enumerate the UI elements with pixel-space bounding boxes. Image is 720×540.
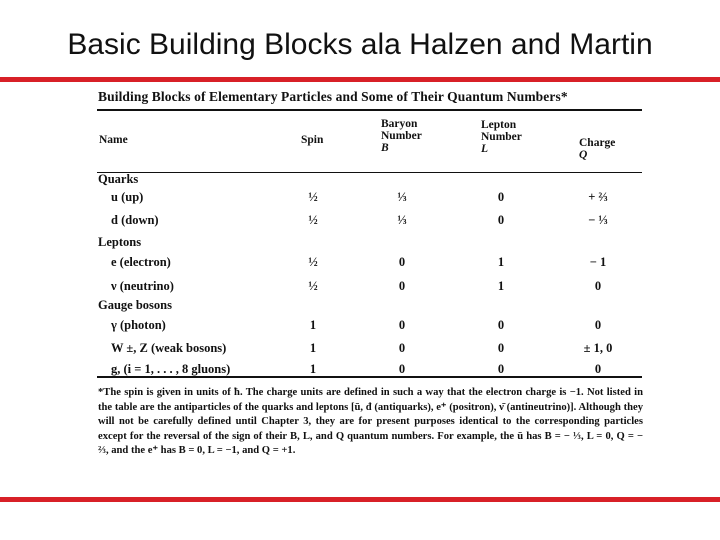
header-baryon-number: Baryon Number B — [381, 118, 422, 154]
particle-name: γ (photon) — [111, 318, 166, 332]
table-row — [89, 341, 649, 359]
particle-name: u (up) — [111, 190, 144, 204]
spin-value: 1 — [309, 341, 317, 355]
baryon-value: 0 — [398, 362, 406, 376]
baryon-value: 0 — [398, 279, 406, 293]
bottom-divider — [0, 497, 720, 502]
lepton-value: 0 — [497, 362, 505, 376]
category-row — [89, 298, 649, 316]
spin-value: 1 — [309, 318, 317, 332]
category-label: Gauge bosons — [98, 298, 172, 312]
charge-value: 0 — [594, 279, 602, 293]
table-row — [89, 190, 649, 208]
top-divider — [0, 77, 720, 82]
spin-value: ½ — [308, 255, 318, 269]
charge-value: − 1 — [589, 255, 607, 269]
table-footnote: *The spin is given in units of ħ. The charge units are defined in such a way that the electron charge is −1. Not listed in the table are the antiparticles of the quarks and leptons [ū, đ (antiquarks), e⁺ (positron), ν̄ (antineutrino)]. Although they will not be carefully defined until Chapter 3, they are for present purposes identical to the corresponding particles except for the reversal of the sign of their B, L, and Q quantum numbers. For example, the ū has B = − ⅓, L = 0, Q = − ⅔, and the e⁺ has B = 0, L = −1, and Q = +1. — [98, 387, 643, 457]
table-row — [89, 279, 649, 297]
lepton-value: 0 — [497, 190, 505, 204]
lepton-value: 0 — [497, 213, 505, 227]
charge-value: 0 — [594, 318, 602, 332]
baryon-value: 0 — [398, 341, 406, 355]
category-row — [89, 172, 649, 190]
charge-value: − ⅓ — [588, 213, 608, 227]
particle-name: g, (i = 1, . . . , 8 gluons) — [111, 362, 231, 376]
header-spin: Spin — [301, 134, 324, 146]
particle-name: W ±, Z (weak bosons) — [111, 341, 227, 355]
baryon-value: ⅓ — [397, 190, 407, 204]
scanned-table — [89, 84, 655, 486]
particle-name: ν (neutrino) — [111, 279, 174, 293]
charge-value: + ⅔ — [588, 190, 608, 204]
slide-title: Basic Building Blocks ala Halzen and Martin — [67, 28, 653, 61]
spin-value: 1 — [309, 362, 317, 376]
lepton-value: 1 — [497, 279, 505, 293]
table-row — [89, 318, 649, 336]
header-lepton-number: Lepton Number L — [481, 119, 522, 155]
baryon-value: ⅓ — [397, 213, 407, 227]
table-bottom-rule — [97, 376, 642, 378]
header-charge: Charge Q — [579, 137, 616, 161]
table-row — [89, 213, 649, 231]
spin-value: ½ — [308, 279, 318, 293]
lepton-value: 0 — [497, 318, 505, 332]
category-label: Leptons — [98, 235, 142, 249]
category-row — [89, 235, 649, 253]
baryon-value: 0 — [398, 255, 406, 269]
charge-value: 0 — [594, 362, 602, 376]
baryon-value: 0 — [398, 318, 406, 332]
lepton-value: 1 — [497, 255, 505, 269]
spin-value: ½ — [308, 190, 318, 204]
lepton-value: 0 — [497, 341, 505, 355]
table-title: Building Blocks of Elementary Particles and Some of Their Quantum Numbers* — [98, 89, 568, 104]
table-top-rule — [97, 109, 642, 111]
header-name: Name — [99, 134, 128, 146]
charge-value: ± 1, 0 — [583, 341, 613, 355]
spin-value: ½ — [308, 213, 318, 227]
table-row — [89, 255, 649, 273]
particle-name: e (electron) — [111, 255, 171, 269]
category-label: Quarks — [98, 172, 139, 186]
particle-name: d (down) — [111, 213, 159, 227]
